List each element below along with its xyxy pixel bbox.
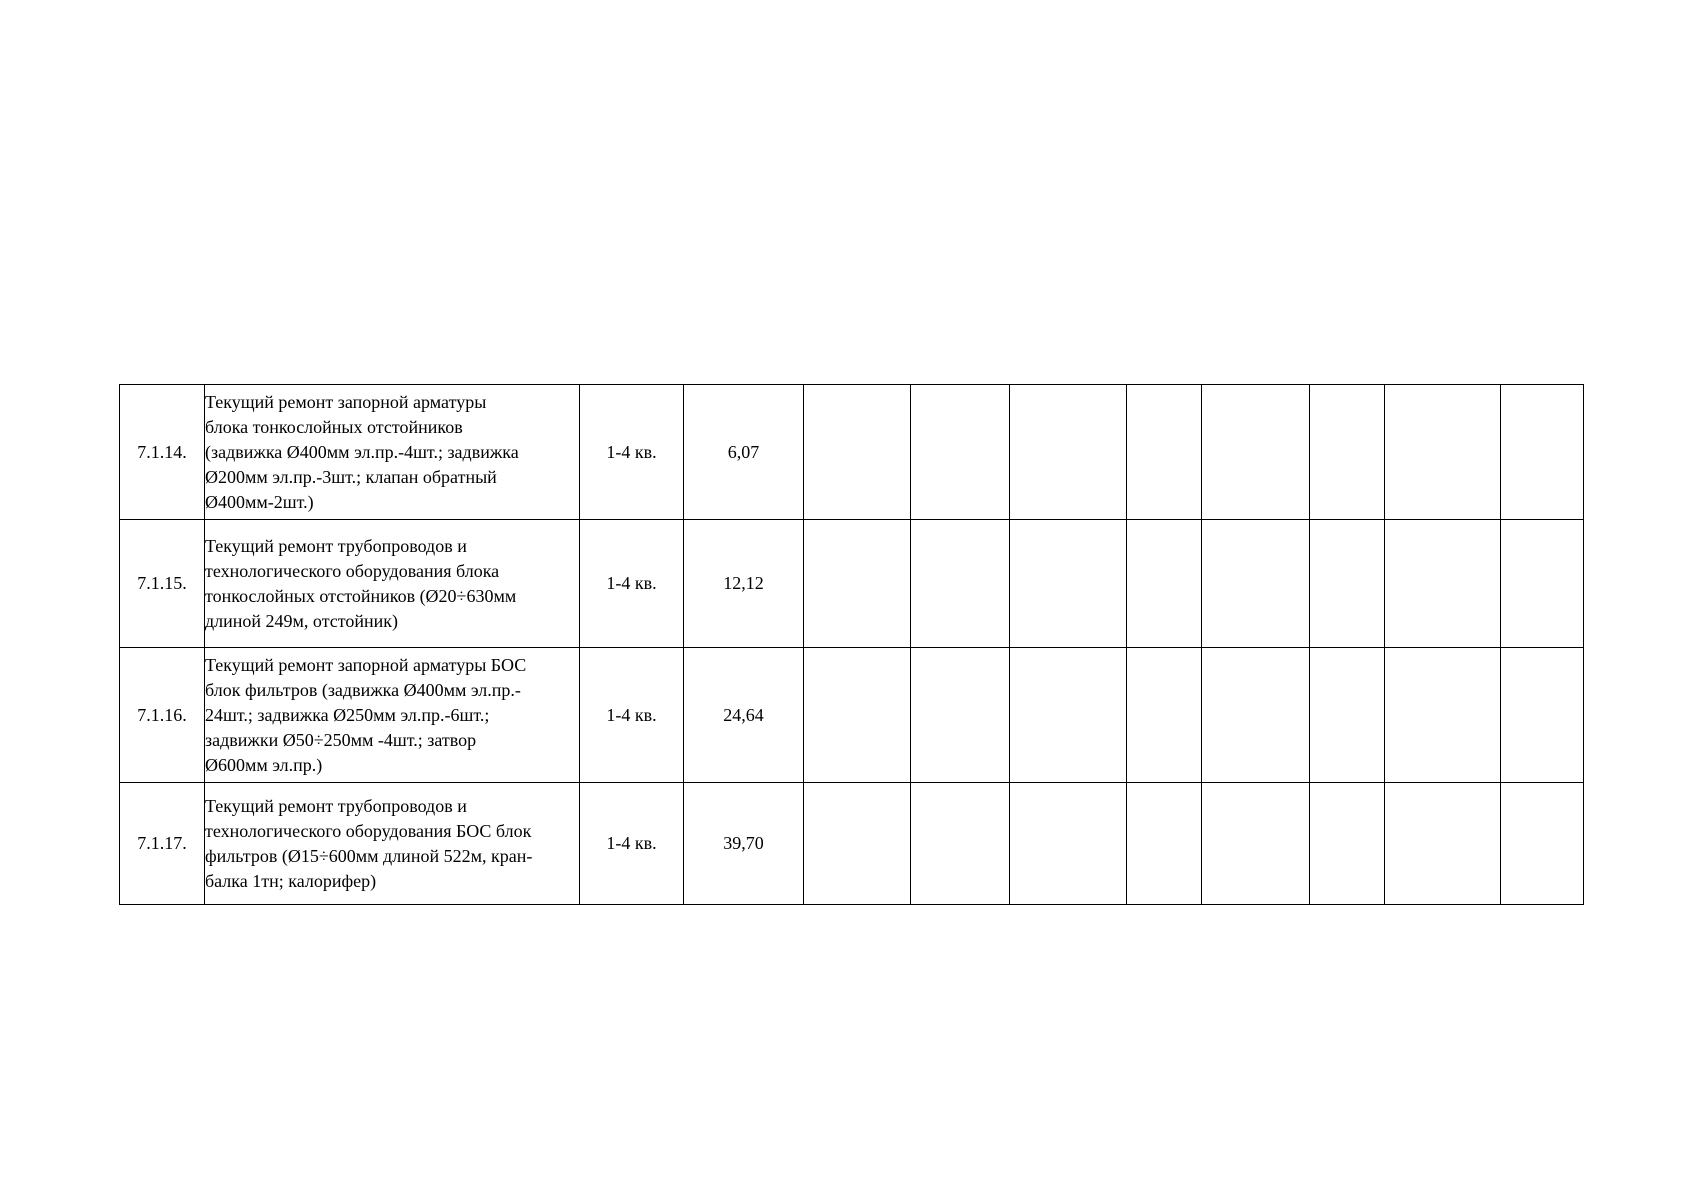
empty-cell [1202,520,1310,648]
row-number: 7.1.16. [120,648,205,783]
description-line: Текущий ремонт запорной арматуры БОС [205,654,527,675]
empty-cell [1010,648,1127,783]
empty-cell [1385,648,1501,783]
empty-cell [1127,385,1202,520]
empty-cell [911,648,1010,783]
empty-cell [1010,783,1127,905]
description-line: 24шт.; задвижка Ø250мм эл.пр.-6шт.; [205,704,490,725]
row-period: 1-4 кв. [580,783,684,905]
description-line: Ø400мм-2шт.) [205,491,314,512]
row-description [205,520,580,648]
empty-cell [911,385,1010,520]
empty-cell [1310,385,1385,520]
row-description [205,648,580,783]
row-period: 1-4 кв. [580,520,684,648]
empty-cell [1010,520,1127,648]
table-row [120,648,1584,783]
description-line: блока тонкослойных отстойников [205,416,463,437]
description-line: длиной 249м, отстойник) [205,610,399,631]
description-line: Ø200мм эл.пр.-3шт.; клапан обратный [205,466,497,487]
empty-cell [1127,783,1202,905]
empty-cell [1385,783,1501,905]
row-number: 7.1.14. [120,385,205,520]
table-row [120,385,1584,520]
description-line: Ø600мм эл.пр.) [205,754,323,775]
empty-cell [1385,385,1501,520]
description-line: Текущий ремонт запорной арматуры [205,391,487,412]
row-description [205,385,580,520]
empty-cell [1202,648,1310,783]
description-line: Текущий ремонт трубопроводов и [205,795,467,816]
empty-cell [1010,385,1127,520]
empty-cell [1202,783,1310,905]
empty-cell [1310,520,1385,648]
row-number: 7.1.17. [120,783,205,905]
description-line: блок фильтров (задвижка Ø400мм эл.пр.- [205,679,521,700]
empty-cell [1501,783,1584,905]
empty-cell [1385,520,1501,648]
description-line: технологического оборудования блока [205,560,500,581]
description-line: задвижки Ø50÷250мм -4шт.; затвор [205,729,477,750]
empty-cell [1127,520,1202,648]
empty-cell [804,648,911,783]
description-line: Текущий ремонт трубопроводов и [205,535,467,556]
empty-cell [1310,648,1385,783]
description-line: балка 1тн; калорифер) [205,870,377,891]
empty-cell [1501,385,1584,520]
description-line: фильтров (Ø15÷600мм длиной 522м, кран- [205,845,533,866]
empty-cell [1202,385,1310,520]
row-number: 7.1.15. [120,520,205,648]
empty-cell [1501,520,1584,648]
row-value: 6,07 [684,385,804,520]
table-row [120,783,1584,905]
row-value: 24,64 [684,648,804,783]
description-line: (задвижка Ø400мм эл.пр.-4шт.; задвижка [205,441,519,462]
row-period: 1-4 кв. [580,648,684,783]
row-value: 12,12 [684,520,804,648]
row-description [205,783,580,905]
work-items-table [119,384,1584,905]
empty-cell [804,520,911,648]
empty-cell [1127,648,1202,783]
row-period: 1-4 кв. [580,385,684,520]
description-line: технологического оборудования БОС блок [205,820,532,841]
empty-cell [911,520,1010,648]
row-value: 39,70 [684,783,804,905]
table-row [120,520,1584,648]
description-line: тонкослойных отстойников (Ø20÷630мм [205,585,517,606]
empty-cell [1501,648,1584,783]
empty-cell [911,783,1010,905]
empty-cell [1310,783,1385,905]
empty-cell [804,385,911,520]
empty-cell [804,783,911,905]
